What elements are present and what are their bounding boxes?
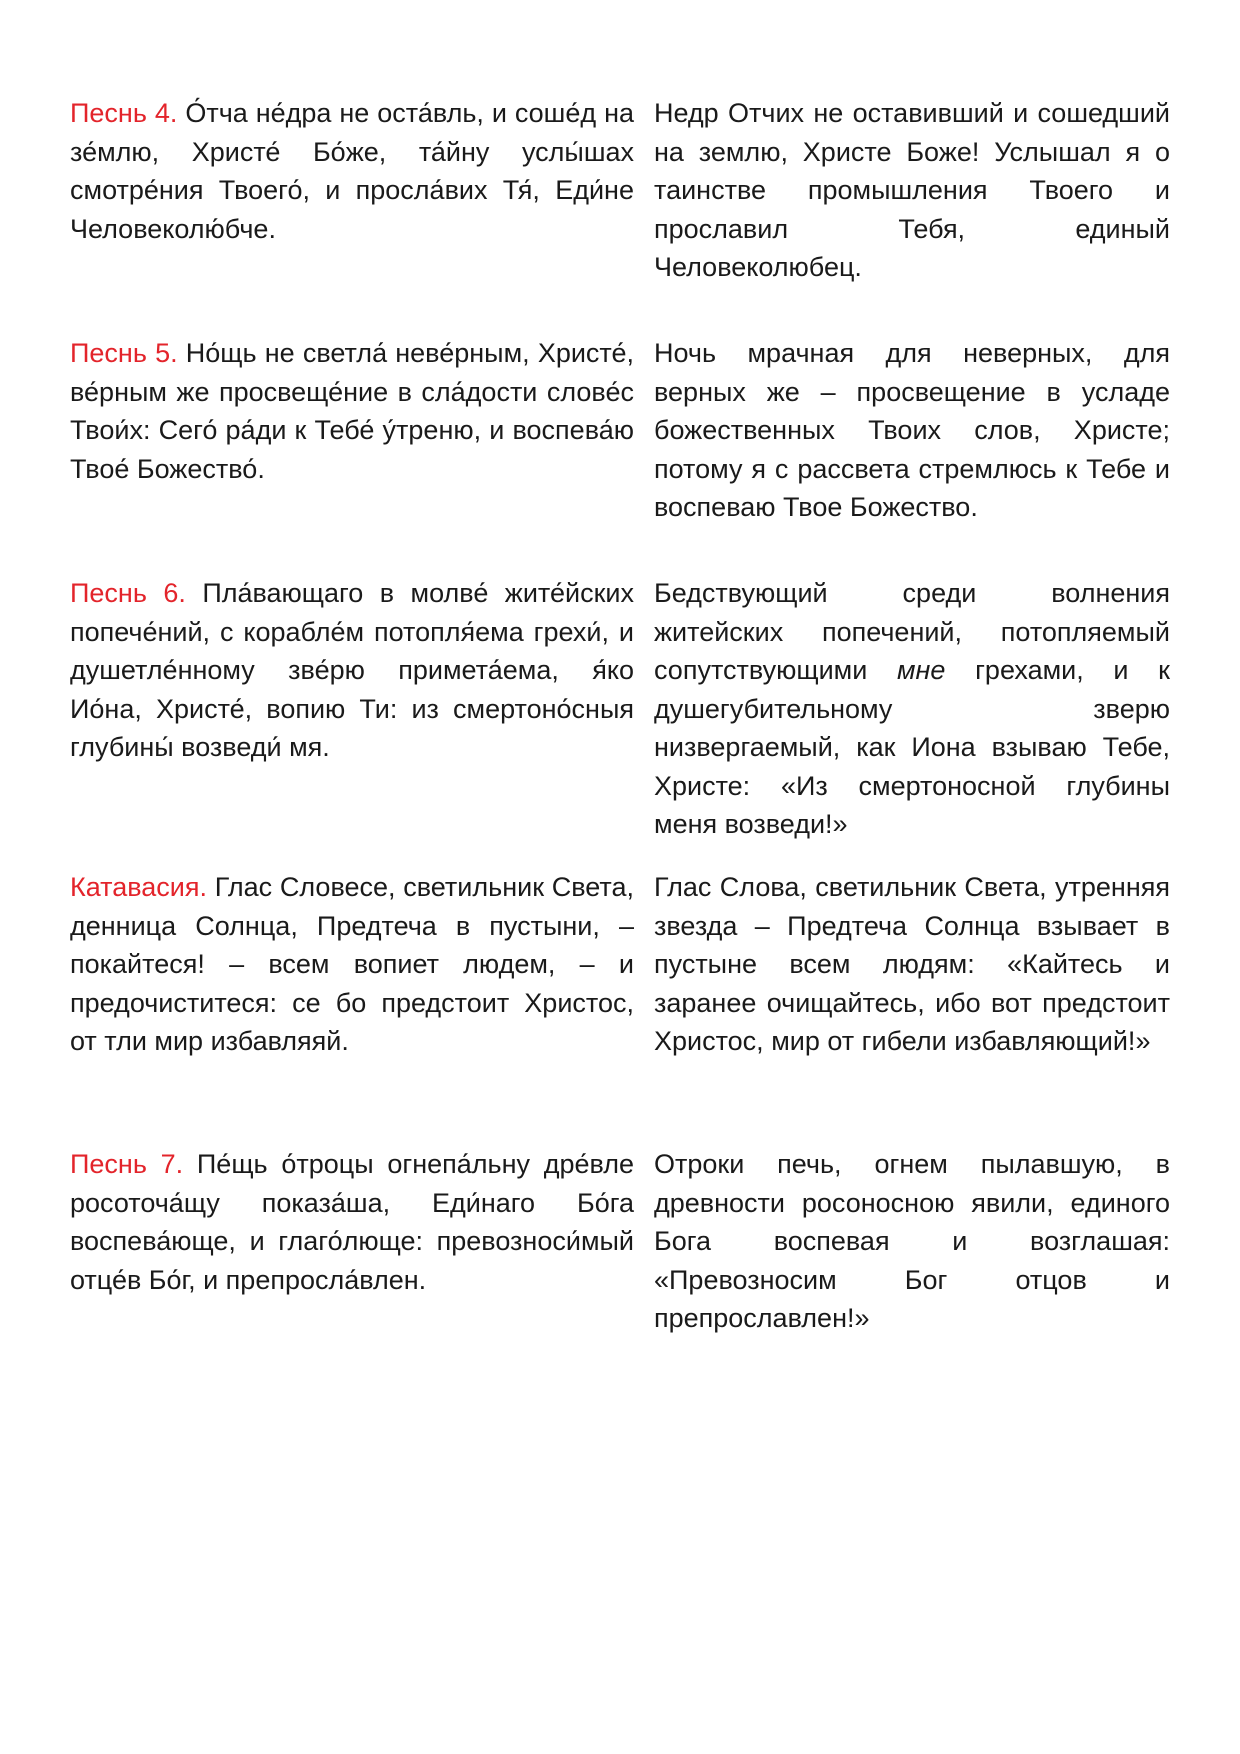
russian-translation: Ночь мрачная для неверных, для верных же – просвещение в усладе божественных Твоих слов, Христе; потому я с рассвета стремлюсь к Тебе и воспеваю Твое Божество. bbox=[654, 338, 1170, 522]
slavonic-text bbox=[70, 868, 634, 1145]
section-label: Песнь 6. bbox=[70, 578, 186, 608]
russian-translation bbox=[654, 574, 1170, 868]
russian-text-part: грехами, и к душегубительному зверю низвергаемый, как Иона взываю Тебе, Христе: «Из смертоносной глубины меня возведи!» bbox=[654, 655, 1170, 839]
slavonic-text bbox=[70, 94, 634, 334]
slavonic-text bbox=[70, 574, 634, 868]
section-katavasia bbox=[70, 868, 1170, 1145]
russian-translation: Отроки печь, огнем пылавшую, в древности росоносною явили, единого Бога воспевая и возглашая: «Превозносим Бог отцов и препрославлен!» bbox=[654, 1149, 1170, 1333]
slavonic-body: Глас Словесе, светильник Света, денница Солнца, Предтеча в пустыни, – покайтеся! – всем вопиет людем, – и предочиститеся: се бо предстоит Христос, от тли мир избавляяй. bbox=[70, 872, 634, 1056]
section-label: Песнь 7. bbox=[70, 1149, 184, 1179]
section-canto-6 bbox=[70, 574, 1170, 868]
slavonic-text bbox=[70, 1145, 634, 1338]
section-canto-5 bbox=[70, 334, 1170, 574]
slavonic-body: О́тча не́дра не оста́вль, и соше́д на зе́млю, Христе́ Бо́же, та́йну услы́шах смотре́ния Твоего́, и просла́вих Тя́, Еди́не Человеколю́бче. bbox=[70, 98, 634, 244]
document-page bbox=[70, 94, 1170, 1338]
section-label: Катавасия. bbox=[70, 872, 207, 902]
section-label: Песнь 5. bbox=[70, 338, 178, 368]
russian-translation: Глас Слова, светильник Света, утренняя звезда – Предтеча Солнца взывает в пустыне всем людям: «Кайтесь и заранее очищайтесь, ибо вот предстоит Христос, мир от гибели избавляющий!» bbox=[654, 872, 1170, 1056]
russian-translation: Недр Отчих не оставивший и сошедший на землю, Христе Боже! Услышал я о таинстве промышления Твоего и прославил Тебя, единый Человеколюбец. bbox=[654, 98, 1170, 282]
section-canto-4 bbox=[70, 94, 1170, 334]
slavonic-body: Но́щь не светла́ неве́рным, Христе́, ве́рным же просвеще́ние в сла́дости слове́с Твои́х: Сего́ ра́ди к Тебе́ у́треню, и воспева́ю Твое́ Божество́. bbox=[70, 338, 635, 484]
slavonic-body: Пла́вающаго в молве́ жите́йских попече́ний, с корабле́м потопля́ема грехи́, и душетле́нному зве́рю примета́ема, я́ко Ио́на, Христе́, вопию Ти: из смертоно́сныя глубины́ возведи́ мя. bbox=[70, 578, 634, 762]
slavonic-text bbox=[70, 334, 634, 574]
russian-text-part: Бедствующий среди волнения житейских попечений, потопляемый сопутствующими bbox=[654, 578, 1170, 685]
russian-italic-word: мне bbox=[897, 655, 946, 685]
slavonic-body: Пе́щь о́троцы огнепа́льну дре́вле росоточа́щу показа́ша, Еди́наго Бо́га воспева́юще, и глаго́люще: превозноси́мый отце́в Бо́г, и препросла́влен. bbox=[70, 1149, 634, 1295]
section-canto-7 bbox=[70, 1145, 1170, 1338]
section-label: Песнь 4. bbox=[70, 98, 178, 128]
